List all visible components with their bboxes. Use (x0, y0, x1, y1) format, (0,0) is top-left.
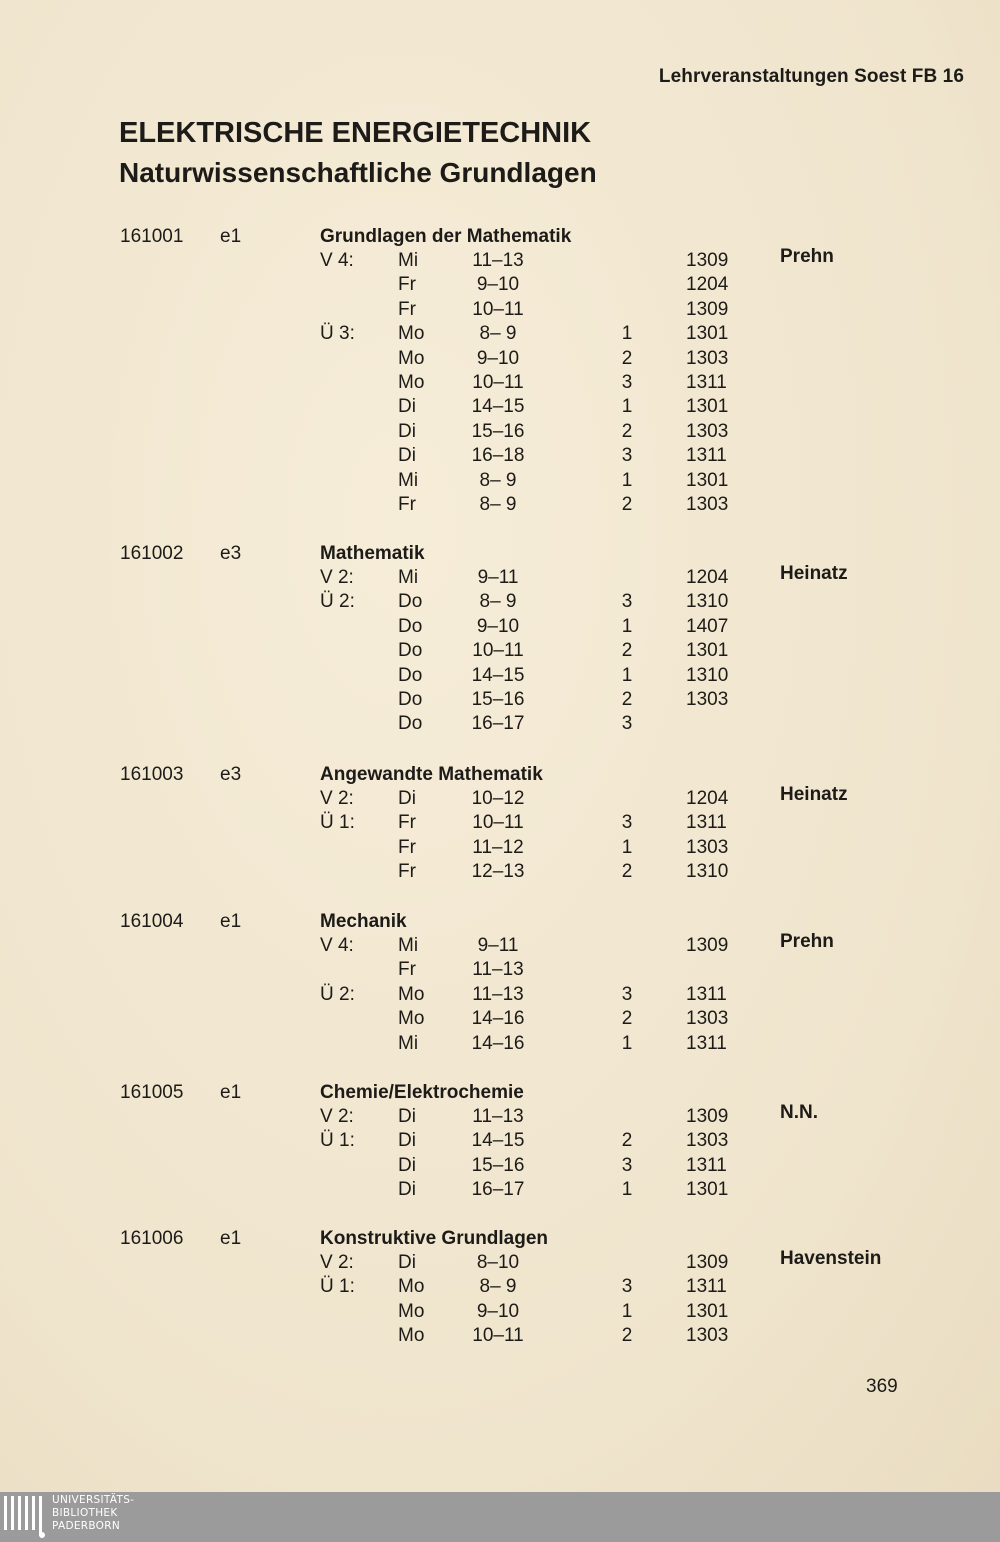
session-time: 11–13 (472, 983, 524, 1005)
session-day: Mi (398, 567, 419, 588)
session-room: 1309 (686, 250, 729, 271)
schedule-row (0, 1008, 1000, 1032)
session-room: 1303 (686, 689, 729, 710)
session-day: Fr (398, 861, 416, 883)
course-title: Grundlagen der Mathematik (320, 226, 572, 247)
session-room: 1303 (686, 420, 729, 442)
session-room: 1407 (686, 615, 729, 637)
schedule-row (0, 689, 1000, 713)
session-time: 9–11 (477, 567, 519, 588)
schedule-row (0, 1179, 1000, 1203)
schedule-row (0, 323, 1000, 347)
course-semester: e1 (220, 226, 242, 247)
session-type: Ü 2: (320, 591, 355, 613)
session-type: V 2: (320, 1252, 354, 1273)
session-group: 1 (621, 323, 633, 345)
session-group: 3 (621, 983, 633, 1005)
session-group: 3 (621, 1276, 633, 1298)
session-time: 10–11 (472, 298, 524, 320)
page-title: ELEKTRISCHE ENERGIETECHNIK (119, 117, 592, 149)
schedule-row (0, 421, 1000, 445)
session-type: Ü 3: (320, 323, 355, 345)
session-time: 9–11 (477, 935, 519, 956)
session-type: V 2: (320, 567, 354, 588)
session-group: 3 (621, 591, 633, 613)
session-room: 1301 (686, 1300, 729, 1322)
session-time: 8–10 (476, 1252, 520, 1273)
session-time: 8– 9 (479, 494, 517, 515)
session-time: 15–16 (471, 420, 525, 442)
schedule-row (0, 274, 1000, 298)
session-group: 1 (621, 469, 633, 491)
session-day: Do (398, 664, 423, 686)
session-type: V 4: (320, 935, 354, 956)
schedule-row (0, 861, 1000, 885)
schedule-row (0, 959, 1000, 983)
session-type: Ü 1: (320, 1130, 355, 1152)
session-room: 1309 (686, 298, 729, 320)
schedule-row (0, 1276, 1000, 1300)
schedule-row (0, 935, 1000, 959)
session-room: 1204 (686, 788, 729, 809)
session-group: 2 (621, 1008, 633, 1030)
session-room: 1309 (686, 935, 729, 956)
session-day: Fr (398, 812, 416, 834)
session-room: 1301 (686, 1179, 729, 1201)
schedule-row (0, 567, 1000, 591)
session-time: 10–11 (472, 812, 524, 834)
library-footer (0, 1492, 1000, 1542)
schedule-row (0, 984, 1000, 1008)
session-room: 1301 (686, 469, 729, 491)
course-semester: e3 (220, 764, 242, 785)
schedule-row (0, 713, 1000, 737)
schedule-row (0, 812, 1000, 836)
course-number: 161006 (120, 1228, 184, 1249)
session-time: 12–13 (471, 861, 525, 883)
session-time: 14–15 (471, 396, 525, 418)
session-room: 1301 (686, 396, 729, 418)
session-group: 3 (621, 1154, 633, 1176)
session-room: 1311 (686, 1032, 727, 1054)
session-group: 2 (621, 861, 633, 883)
session-day: Fr (398, 274, 416, 296)
course-lecturer: Havenstein (780, 1248, 882, 1269)
session-day: Mi (398, 250, 419, 271)
course-number: 161003 (120, 764, 184, 785)
session-day: Mo (398, 1276, 425, 1298)
session-time: 8– 9 (479, 323, 517, 345)
session-time: 14–15 (471, 1130, 525, 1152)
course-lecturer: Heinatz (780, 563, 848, 584)
library-logo-text (52, 1494, 134, 1533)
schedule-row (0, 1033, 1000, 1057)
session-group: 1 (621, 836, 633, 858)
session-time: 14–16 (471, 1008, 525, 1030)
session-time: 10–12 (471, 788, 525, 809)
session-time: 8– 9 (479, 1276, 517, 1298)
session-group: 1 (621, 1179, 633, 1201)
session-time: 9–10 (476, 615, 520, 637)
schedule-row (0, 1106, 1000, 1130)
schedule-row (0, 1155, 1000, 1179)
library-logo-icon (4, 1496, 48, 1538)
session-day: Fr (398, 836, 416, 858)
session-time: 14–15 (471, 664, 525, 686)
session-group: 1 (621, 1300, 633, 1322)
session-group: 1 (621, 1032, 633, 1054)
session-day: Mo (398, 1008, 425, 1030)
schedule-row (0, 1325, 1000, 1349)
session-time: 9–10 (476, 1300, 520, 1322)
session-room: 1303 (686, 1130, 729, 1152)
course-semester: e1 (220, 911, 242, 932)
session-type: Ü 1: (320, 812, 355, 834)
session-group: 2 (621, 494, 633, 515)
session-group: 3 (621, 812, 633, 834)
session-day: Do (398, 640, 423, 662)
session-time: 16–17 (471, 713, 525, 735)
session-room: 1311 (686, 812, 727, 834)
session-time: 8– 9 (479, 591, 517, 613)
course-title: Angewandte Mathematik (320, 764, 543, 785)
session-day: Di (398, 1106, 416, 1127)
session-group: 2 (621, 1325, 633, 1347)
logo-line-2: BIBLIOTHEK (52, 1507, 118, 1519)
session-type: Ü 1: (320, 1276, 355, 1298)
course-number: 161001 (120, 226, 184, 247)
logo-line-1: UNIVERSITÄTS- (52, 1494, 135, 1506)
session-time: 15–16 (471, 689, 525, 710)
session-group: 2 (621, 640, 633, 662)
session-time: 11–12 (472, 836, 524, 858)
session-day: Di (398, 788, 416, 809)
session-time: 10–11 (472, 640, 524, 662)
course-semester: e3 (220, 543, 242, 564)
session-room: 1311 (686, 1276, 727, 1298)
schedule-row (0, 591, 1000, 615)
session-time: 9–10 (476, 347, 520, 369)
session-day: Di (398, 445, 416, 467)
session-day: Mo (398, 983, 425, 1005)
session-type: Ü 2: (320, 983, 355, 1005)
session-room: 1301 (686, 640, 729, 662)
schedule-row (0, 788, 1000, 812)
schedule-row (0, 299, 1000, 323)
session-room: 1303 (686, 1325, 729, 1347)
session-type: V 2: (320, 1106, 354, 1127)
course-number: 161005 (120, 1082, 184, 1103)
session-day: Di (398, 396, 416, 418)
session-room: 1311 (686, 983, 727, 1005)
session-time: 16–17 (471, 1179, 525, 1201)
session-day: Di (398, 1130, 416, 1152)
course-number: 161002 (120, 543, 184, 564)
schedule-row (0, 494, 1000, 518)
session-day: Fr (398, 494, 416, 515)
course-title: Mechanik (320, 911, 407, 932)
course-title: Chemie/Elektrochemie (320, 1082, 524, 1103)
session-time: 11–13 (472, 959, 524, 981)
schedule-row (0, 665, 1000, 689)
session-room: 1204 (686, 274, 729, 296)
course-title: Konstruktive Grundlagen (320, 1228, 549, 1249)
session-room: 1309 (686, 1252, 729, 1273)
session-day: Di (398, 1252, 416, 1273)
session-day: Mi (398, 469, 419, 491)
session-time: 16–18 (471, 445, 525, 467)
session-day: Mo (398, 347, 425, 369)
session-day: Do (398, 713, 423, 735)
course-number: 161004 (120, 911, 184, 932)
session-room: 1204 (686, 567, 729, 588)
schedule-row (0, 396, 1000, 420)
session-time: 10–11 (472, 372, 524, 393)
schedule-row (0, 1252, 1000, 1276)
session-day: Di (398, 1179, 416, 1201)
session-group: 1 (621, 396, 633, 418)
session-room: 1310 (686, 664, 729, 686)
schedule-row (0, 1301, 1000, 1325)
session-day: Mi (398, 935, 419, 956)
schedule-row (0, 1130, 1000, 1154)
session-group: 2 (621, 689, 633, 710)
session-room: 1303 (686, 347, 729, 369)
page-subtitle: Naturwissenschaftliche Grundlagen (119, 157, 597, 188)
session-room: 1310 (686, 861, 729, 883)
session-group: 3 (621, 372, 633, 393)
session-day: Mi (398, 1032, 419, 1054)
session-day: Fr (398, 959, 416, 981)
session-time: 8– 9 (479, 469, 517, 491)
page-number: 369 (866, 1376, 898, 1397)
session-room: 1301 (686, 323, 729, 345)
session-day: Mo (398, 1300, 425, 1322)
schedule-row (0, 470, 1000, 494)
session-room: 1303 (686, 836, 729, 858)
course-semester: e1 (220, 1082, 242, 1103)
session-time: 11–13 (472, 1106, 524, 1127)
session-group: 2 (621, 1130, 633, 1152)
session-group: 3 (621, 445, 633, 467)
session-room: 1311 (686, 1154, 727, 1176)
course-lecturer: Prehn (780, 931, 834, 952)
schedule-row (0, 445, 1000, 469)
schedule-row (0, 616, 1000, 640)
session-group: 2 (621, 347, 633, 369)
course-semester: e1 (220, 1228, 242, 1249)
session-type: V 4: (320, 250, 354, 271)
schedule-row (0, 372, 1000, 396)
schedule-row (0, 837, 1000, 861)
session-time: 11–13 (472, 250, 524, 271)
course-title: Mathematik (320, 543, 425, 564)
session-day: Di (398, 420, 416, 442)
session-day: Mo (398, 323, 425, 345)
session-day: Di (398, 1154, 416, 1176)
session-room: 1303 (686, 1008, 729, 1030)
session-day: Do (398, 615, 423, 637)
running-head: Lehrveranstaltungen Soest FB 16 (658, 66, 964, 87)
session-type: V 2: (320, 788, 354, 809)
session-day: Do (398, 591, 423, 613)
session-day: Mo (398, 372, 425, 393)
session-time: 10–11 (472, 1325, 524, 1347)
course-lecturer: Prehn (780, 246, 834, 267)
session-time: 14–16 (471, 1032, 525, 1054)
session-room: 1310 (686, 591, 729, 613)
session-day: Do (398, 689, 423, 710)
session-group: 1 (621, 615, 633, 637)
schedule-row (0, 348, 1000, 372)
session-group: 2 (621, 420, 633, 442)
session-group: 3 (621, 713, 633, 735)
session-time: 9–10 (476, 274, 520, 296)
session-room: 1311 (686, 445, 727, 467)
schedule-row (0, 640, 1000, 664)
session-room: 1311 (686, 372, 727, 393)
course-lecturer: Heinatz (780, 784, 848, 805)
course-lecturer: N.N. (780, 1102, 818, 1123)
schedule-row (0, 250, 1000, 274)
logo-line-3: PADERBORN (52, 1520, 120, 1532)
session-room: 1309 (686, 1106, 729, 1127)
session-day: Mo (398, 1325, 425, 1347)
session-day: Fr (398, 298, 416, 320)
session-group: 1 (621, 664, 633, 686)
session-room: 1303 (686, 494, 729, 515)
session-time: 15–16 (471, 1154, 525, 1176)
